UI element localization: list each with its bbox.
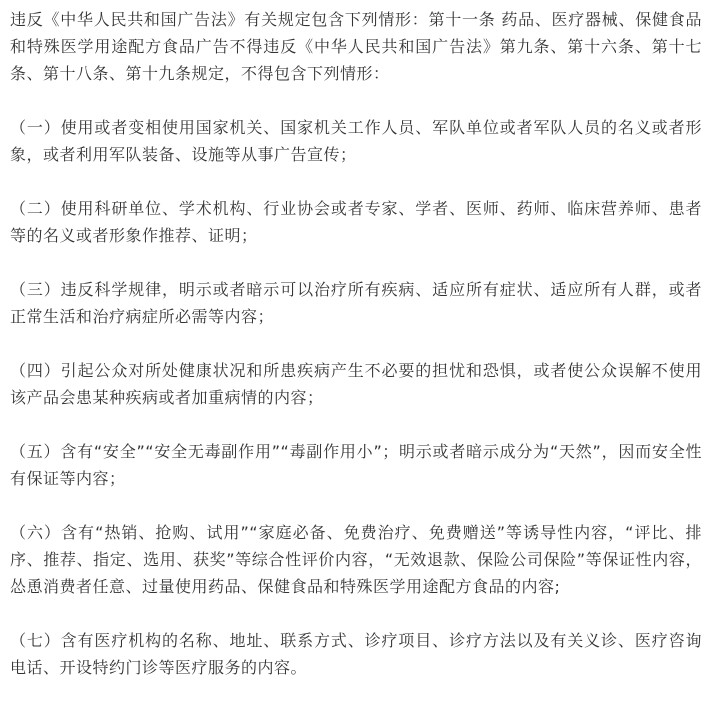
clause-3-paragraph: （三）违反科学规律，明示或者暗示可以治疗所有疾病、适应所有症状、适应所有人群，或者正常生活和治疗病症所必需等内容； — [10, 280, 702, 326]
clause-5-paragraph: （五）含有“安全”“安全无毒副作用”“毒副作用小”；明示或者暗示成分为“天然”，因而安全性有保证等内容； — [10, 442, 702, 488]
clause-2-paragraph: （二）使用科研单位、学术机构、行业协会或者专家、学者、医师、药师、临床营养师、患者等的名义或者形象作推荐、证明； — [10, 199, 702, 245]
intro-paragraph: 违反《中华人民共和国广告法》有关规定包含下列情形：第十一条 药品、医疗器械、保健食品和特殊医学用途配方食品广告不得违反《中华人民共和国广告法》第九条、第十六条、第十七条、第十八条、第十九条规定，不得包含下列情形： — [10, 10, 702, 83]
clause-6-paragraph: （六）含有“热销、抢购、试用”“家庭必备、免费治疗、免费赠送”等诱导性内容，“评比、排序、推荐、指定、选用、获奖”等综合性评价内容，“无效退款、保险公司保险”等保证性内容，怂恿消费者任意、过量使用药品、保健食品和特殊医学用途配方食品的内容; — [10, 523, 702, 596]
clause-7-paragraph: （七）含有医疗机构的名称、地址、联系方式、诊疗项目、诊疗方法以及有关义诊、医疗咨询电话、开设特约门诊等医疗服务的内容。 — [10, 631, 702, 677]
clause-1-paragraph: （一）使用或者变相使用国家机关、国家机关工作人员、军队单位或者军队人员的名义或者形象，或者利用军队装备、设施等从事广告宣传； — [10, 118, 702, 164]
clause-4-paragraph: （四）引起公众对所处健康状况和所患疾病产生不必要的担忧和恐惧，或者使公众误解不使用该产品会患某种疾病或者加重病情的内容； — [10, 361, 702, 407]
document-body — [10, 6, 702, 708]
